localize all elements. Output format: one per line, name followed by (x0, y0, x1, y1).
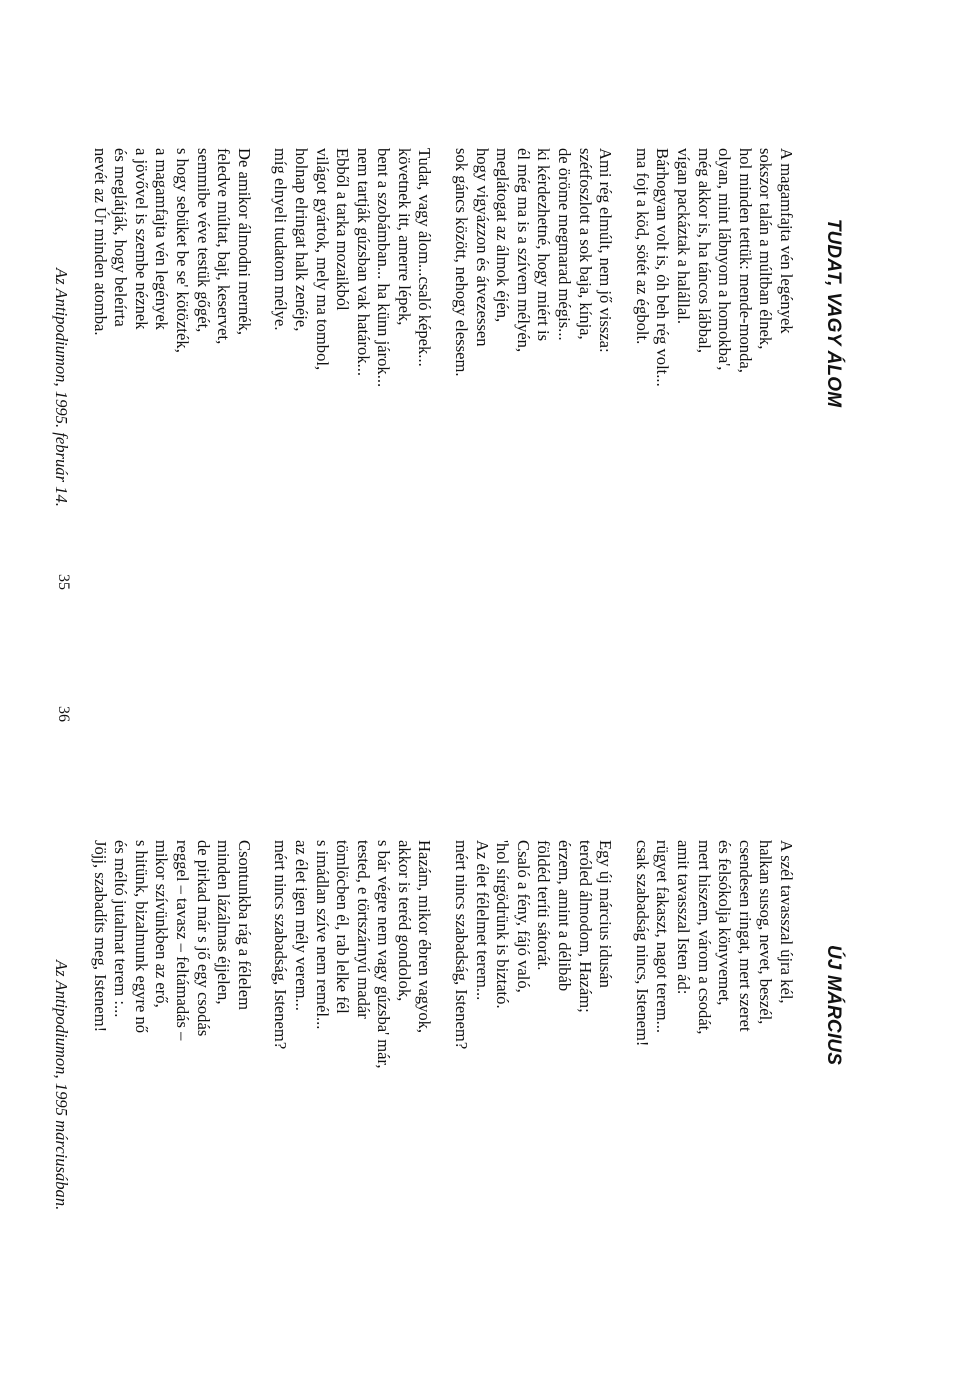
poem-line: A magamfajta vén legények (777, 148, 796, 334)
poem-line: sokszor talán a múltban élnek, (756, 148, 776, 350)
page-number: 36 (55, 706, 72, 722)
poem-line: mert hiszem, várom a csodát, (694, 840, 714, 1035)
stanza-2 (451, 148, 616, 618)
poem-line: teróled álmodom, Hazám; (575, 840, 595, 1013)
poem-signature: Az Antipodiumon, 1995. február 14. (52, 268, 71, 507)
poem-line: világot gyártok, mely ma tombol, (312, 148, 332, 371)
stanza-3 (270, 840, 435, 1310)
poem-line: mért nincs szabadság, Istenem? (452, 840, 472, 1050)
poem-line: Egy új március idusán (596, 840, 616, 988)
poem-line: akkor is teréd gondolok, (394, 840, 414, 1002)
poem-tudat-vagy-alom (51, 148, 844, 618)
stanza-2 (451, 840, 616, 1310)
poem-line: halkan susog, nevet, beszél, (756, 840, 776, 1025)
poem-line: él még ma is a szívem mélyén, (513, 148, 533, 353)
poem-line: s hitünk, bizalmunk egyre nő (131, 840, 151, 1034)
poem-line: s imádlan szíve nem remél... (312, 840, 332, 1030)
poem-line: ma fojt a köd, sötét az égbolt. (632, 148, 652, 345)
poem-line: de pirkad már s jő egy csodás (193, 840, 213, 1037)
poem-line: míg elnyeli tudatom mélye. (271, 148, 291, 331)
poem-line: s hogy sebüket be se' kötözték, (172, 148, 192, 353)
poem-line: az élet igen mély verem... (291, 840, 311, 1011)
poem-line: bent a szobámban... ha künn járok... (374, 148, 394, 388)
poem-line: olyan, mint lábnyom a homokba', (715, 148, 735, 371)
poem-title: TUDAT, VAGY ÁLOM (823, 218, 844, 408)
poem-line: hogy vigyázzon és átvezessen (472, 148, 492, 347)
poem-line: mért nincs szabadság, Istenem? (271, 840, 291, 1050)
poem-line: Bárhogyan volt is, óh beh rég volt... (653, 148, 673, 387)
poem-line: meglátogat az álmok éjén, (493, 148, 513, 323)
page-number: 35 (55, 574, 72, 590)
poem-line: és meglátják, hogy beleírta (111, 148, 131, 327)
poem-line: Ami rég elmúlt, nem jő vissza: (596, 148, 616, 353)
poem-line: Csontunkba rág a félelem (234, 840, 254, 1011)
poem-line: hol minden tettük: mende-monda, (735, 148, 755, 373)
poem-line: csak szabadság nincs, Istenem! (632, 840, 652, 1047)
poem-line: nem tartják gúzsban vak határok... (353, 148, 373, 377)
stanza-3 (270, 148, 435, 618)
poem-line: feledve múltat, bajt, keservet, (214, 148, 234, 345)
poem-signature: Az Antipodiumon, 1995 márciusában. (52, 960, 71, 1211)
poem-line: Csaló a fény, fájó való, (513, 840, 533, 993)
poem-line: szétfoszlott a sok baja, kínja, (575, 148, 595, 340)
poem-line: vígan packáztak a halállal. (674, 148, 694, 324)
poem-line: holnap elringat halk zenéje, (291, 148, 311, 332)
poem-line: ki kérdezhetné, hogy miért is (534, 148, 554, 342)
poem-line: Tudat, vagy álom...csaló képek... (415, 148, 435, 367)
poem-line: tested, e törtszárnyú madár (353, 840, 373, 1019)
page-36 (0, 692, 960, 1384)
poem-line: a magamfajta vén legények (152, 148, 172, 330)
stanza-1 (631, 148, 796, 618)
poem-line: még akkor is, ha táncos lábbal, (694, 148, 714, 354)
poem-title: ÚJ MÁRCIUS (823, 944, 844, 1066)
poem-line: 'hol sírgödrünk is biztató. (493, 840, 513, 1009)
poem-line: rügyet fakaszt, nagot terem... (653, 840, 673, 1034)
poem-line: minden lázálmas éjjelen, (214, 840, 234, 1005)
poem-line: földéd teríti sátorát. (534, 840, 554, 971)
page-36-rotated-frame (0, 692, 960, 1384)
poem-line: és méltó jutalmat terem :... (111, 840, 131, 1018)
poem-line: és felsókolja könyvemet, (715, 840, 735, 1006)
stanza-4 (89, 148, 254, 618)
poem-line: a jövővel is szembe néznek (131, 148, 151, 330)
poem-line: s bár végre nem vagy gúzsba' már, (374, 840, 394, 1069)
poem-line: Az élet félelmet terem... (472, 840, 492, 1001)
poem-line: Hazám, mikor ébren vagyok, (415, 840, 435, 1034)
poem-line: követnek itt, amerre lépek, (394, 148, 414, 326)
poem-line: érzem, amint a délibáb (555, 840, 575, 992)
poem-uj-marcius (51, 840, 844, 1310)
poem-line: De amikor álmodni mernék, (234, 148, 254, 336)
poem-line: semmibe véve testük gőgét, (193, 148, 213, 333)
poem-line: de öröme megmarad mégis... (555, 148, 575, 341)
poem-line: reggel – tavasz – feltámadás – (172, 840, 192, 1041)
stanza-4 (89, 840, 254, 1310)
poem-line: sok gáncs között, nehogy elessem. (452, 148, 472, 377)
poem-line: nevét az Úr minden atomba. (90, 148, 110, 336)
poem-line: tömlöcben él, rab lelke fél (333, 840, 353, 1014)
poem-line: amit tavasszal Isten ád: (674, 840, 694, 995)
poem-line: Ebből a tarka mozaikból (333, 148, 353, 311)
poem-line: A szél tavasszal újra kél, (777, 840, 796, 1004)
poem-line: Jöjj, szabadíts meg, Istenem! (90, 840, 110, 1033)
poem-line: csendesen ringat, mert szeret (735, 840, 755, 1032)
poem-line: mikor szívünkben az erő, (152, 840, 172, 1008)
stanza-1 (631, 840, 796, 1310)
